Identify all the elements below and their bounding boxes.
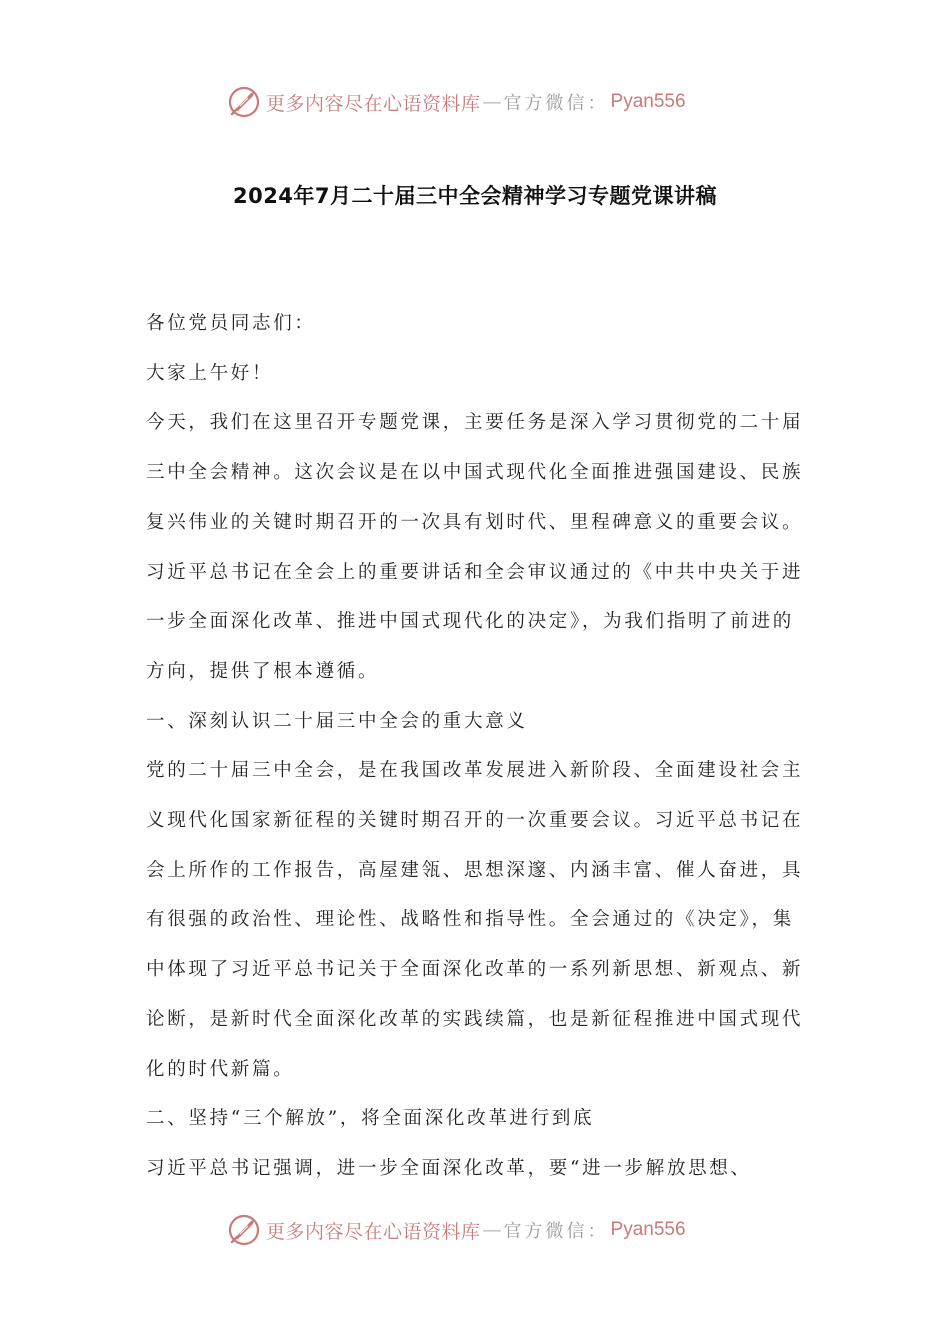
watermark-dash: — [482,1219,502,1241]
section-heading-2: 二、坚持“三个解放”，将全面深化改革进行到底 [146,1108,595,1130]
paragraph-section-2: 习近平总书记强调，进一步全面深化改革，要“进一步解放思想、 [146,1157,752,1179]
section-heading-1: 一、深刻认识二十届三中全会的重大意义 [146,710,528,732]
document-title: 2024年7月二十届三中全会精神学习专题党课讲稿 [232,184,718,208]
watermark-text: 更多内容尽在心语资料库 [266,1220,481,1243]
document-body [146,299,814,1194]
watermark-dash: — [482,91,502,113]
watermark-text: 更多内容尽在心语资料库 [266,92,481,115]
watermark-wechat-label: 官方微信： [503,93,609,114]
paragraph-section-1: 党的二十届三中全会，是在我国改革发展进入新阶段、全面建设社会主义现代化国家新征程的关键时期召开的一次重要会议。习近平总书记在会上所作的工作报告，高屋建瓴、思想深邃、内涵丰富、催人奋进，具有很强的政治性、理论性、战略性和指导性。全会通过的《决定》，集中体现了习近平总书记关于全面深化改革的一系列新思想、新观点、新论断，是新时代全面深化改革的实践续篇，也是新征程推进中国式现代化的时代新篇。 [146,760,804,1080]
paragraph-salutation: 各位党员同志们： [146,313,316,334]
watermark-banner-top [226,82,686,122]
quill-logo-icon [226,84,262,120]
paragraph-intro: 今天，我们在这里召开专题党课，主要任务是深入学习贯彻党的二十届三中全会精神。这次会议是在以中国式现代化全面推进强国建设、民族复兴伟业的关键时期召开的一次具有划时代、里程碑意义的重要会议。习近平总书记在全会上的重要讲话和全会审议通过的《中共中央关于进一步全面深化改革、推进中国式现代化的决定》，为我们指明了前进的方向，提供了根本遵循。 [146,412,804,682]
watermark-wechat-label: 官方微信： [503,1221,609,1242]
watermark-wechat-id: Pyan556 [610,91,686,112]
paragraph-greeting: 大家上午好！ [146,362,274,384]
watermark-banner-bottom [226,1210,686,1250]
watermark-wechat-id: Pyan556 [610,1219,686,1240]
quill-logo-icon [226,1212,262,1248]
